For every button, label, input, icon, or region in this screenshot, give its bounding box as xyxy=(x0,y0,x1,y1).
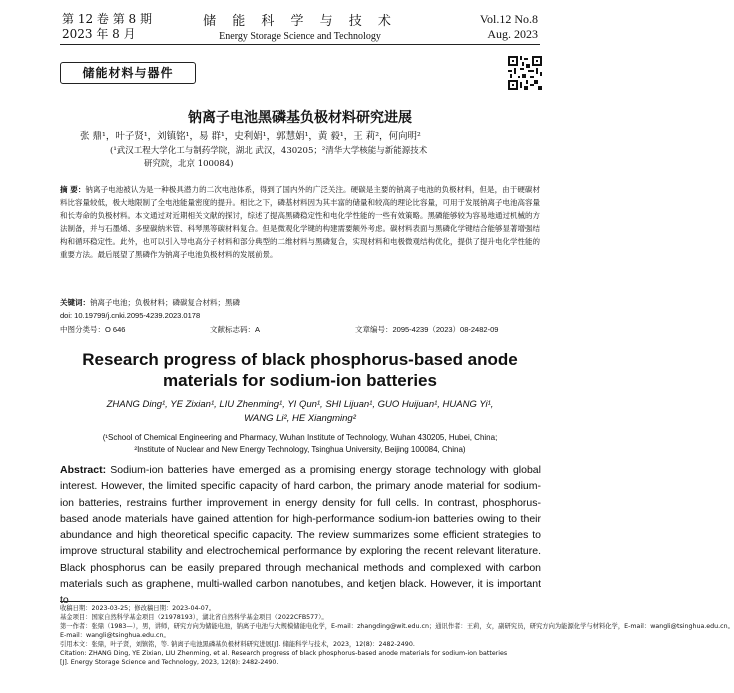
authors-en xyxy=(62,398,538,426)
authors-en-line: ZHANG Ding¹, YE Zixian¹, LIU Zhenming¹, YI Qun¹, SHI Lijuan¹, GUO Huijuan¹, HUANG Yi¹, xyxy=(106,399,494,410)
article-number: 文章编号：2095-4239（2023）08-2482-09 xyxy=(355,325,499,334)
affiliation-cn-line: 研究院，北京 100084) xyxy=(144,159,234,169)
abstract-en xyxy=(60,462,541,609)
header-rule xyxy=(60,44,540,45)
footnote-first-author: 第一作者：张鼎（1983—），男，讲师，研究方向为储能电池，钠离子电池与大规模储能电化学，E-mail：zhangding@wit.edu.cn；通讯作者：王莉，女，副研究员，研究方向为能源化学与材料化学，E-mail：wangli@tsinghua.edu.cn。 xyxy=(60,623,734,630)
abstract-cn-label: 摘 要： xyxy=(60,185,86,194)
footnote-cite-cn: 引用本文：张鼎，叶子贤，刘镇铭，等. 钠离子电池黑磷基负极材料研究进展[J]. 储能科学与技术，2023，12(8)：2482-2490. xyxy=(60,641,415,648)
article-title-cn: 钠离子电池黑磷基负极材料研究进展 xyxy=(188,110,412,126)
keywords-cn xyxy=(60,297,540,309)
journal-title-en: Energy Storage Science and Technology xyxy=(219,31,381,42)
abstract-cn-text: 钠离子电池被认为是一种极具潜力的二次电池体系，得到了国内外的广泛关注。硬碳是主要的钠离子电池的负极材料，但是，由于硬碳材料比容量较低，极大地限制了全电池能量密度的提升。相比之下，磷基材料因为其丰富的储量和较高的理论比容量，可用于发展钠离子电池高容量和长寿命的负极材料。本文通过对近期相关文献的探讨，综述了提高黑磷稳定性和电化学性能的一些有效策略。黑磷能够较为容易地通过机械的方法制备，并与石墨烯、多壁碳纳米管、科琴黑等碳材料复合。但是微观化学键的构建需要额外考虑。碳材料表面与黑磷化学键结合能够显著增强结构和循环稳定性。此外，也可以引入导电高分子材料和部分典型的二维材料与黑磷复合，实现材料和电极微观结构优化，提供了提升电化学性能的重要方法。最后展望了黑磷作为钠离子电池负极材料的发展前景。 xyxy=(60,185,540,259)
volume-issue-cn: 第 12 卷 第 8 期 xyxy=(62,12,152,26)
keywords-cn-text: 钠离子电池；负极材料；磷碳复合材料；黑磷 xyxy=(90,298,240,307)
affiliation-en-line: ²Institute of Nuclear and New Energy Technology, Tsinghua University, Beijing 100084, China) xyxy=(134,445,466,454)
qr-code-icon xyxy=(508,56,542,90)
footnote-rule xyxy=(60,601,170,602)
footnote-received: 收稿日期：2023-03-25；修改稿日期：2023-04-07。 xyxy=(60,605,216,612)
title-en-line: materials for sodium-ion batteries xyxy=(163,371,437,390)
header-right xyxy=(480,12,538,42)
document-code: 文献标志码：A xyxy=(210,325,261,334)
keywords-cn-label: 关键词： xyxy=(60,298,90,307)
journal-title-cn: 储 能 科 学 与 技 术 xyxy=(203,14,397,29)
date-en: Aug. 2023 xyxy=(487,27,538,41)
abstract-en-text: Sodium-ion batteries have emerged as a promising energy storage technology with global interest. However, the limited specific capacity of hard carbon, the primary anode material for sodium-ion batteries, restrains further improvement in energy density for full cells. In contrast, phosphorus-based anode materials have gained attention for high-performance sodium-ion batteries owing to their abundance and high theoretical specific capacity. The review summarizes some efficient strategies to improve structural stability and electrochemical performance by exploring the recent relevant literature. Black phosphorus can be easily prepared through mechanical methods and complexed with carbon materials such as graphene, multi-walled carbon nanotubes, and ketjen black. However, it is important to xyxy=(60,464,541,607)
clc-number: 中图分类号：O 646 xyxy=(60,325,126,334)
authors-cn: 张 鼎¹，叶子贤¹，刘镇铭¹，易 群¹，史利娟¹，郭慧娟¹，黄 毅¹，王 莉²，何向明² xyxy=(80,131,421,142)
abstract-cn xyxy=(60,183,540,261)
footnote-email: E-mail：wangli@tsinghua.edu.cn。 xyxy=(60,632,170,639)
date-cn: 2023 年 8 月 xyxy=(62,27,136,41)
affiliations-en xyxy=(62,432,538,456)
abstract-en-label: Abstract: xyxy=(60,464,107,476)
article-title-en xyxy=(0,349,600,391)
section-label: 储能材料与器件 xyxy=(60,62,196,84)
authors-en-line: WANG Li², HE Xiangming² xyxy=(244,413,356,424)
volume-issue-en: Vol.12 No.8 xyxy=(479,12,538,26)
footnotes xyxy=(60,604,734,667)
affiliations-cn xyxy=(110,145,530,171)
affiliation-cn-line: (¹武汉工程大学化工与制药学院，湖北 武汉，430205；²清华大学核能与新能源技术 xyxy=(110,146,428,156)
footnote-cite-en-cont: [J]. Energy Storage Science and Technology, 2023, 12(8): 2482-2490. xyxy=(60,659,279,666)
affiliation-en-line: (¹School of Chemical Engineering and Pharmacy, Wuhan Institute of Technology, Wuhan 430205, Hubei, China; xyxy=(102,433,498,442)
footnote-cite-en: Citation: ZHANG Ding, YE Zixian, LIU Zhenming, et al. Research progress of black phosphorus-based anode materials for sodium-ion batteries xyxy=(60,650,508,657)
title-en-line: Research progress of black phosphorus-based anode xyxy=(82,350,518,369)
footnote-fund: 基金项目：国家自然科学基金项目（21978193），湖北省自然科学基金项目（2022CFB577）。 xyxy=(60,614,328,621)
doi: doi: 10.19799/j.cnki.2095-4239.2023.0178 xyxy=(60,311,201,320)
